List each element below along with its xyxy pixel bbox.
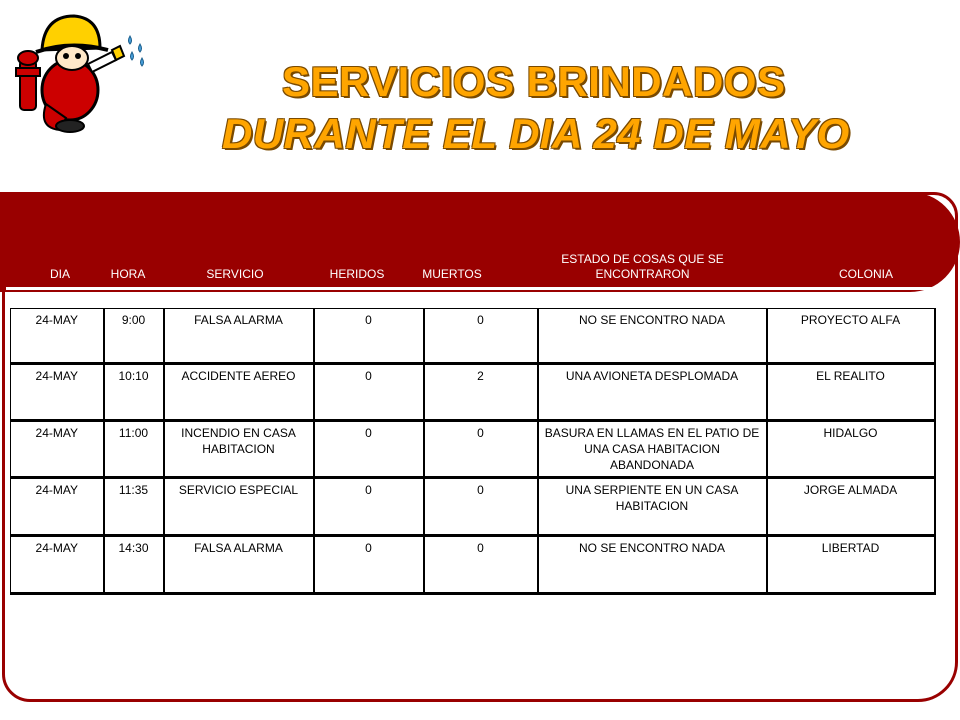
cell-heridos: 0	[314, 536, 424, 594]
cell-colonia: EL REALITO	[767, 364, 935, 421]
table-row	[11, 478, 935, 536]
table-row	[11, 536, 935, 594]
cell-dia: 24-MAY	[11, 364, 104, 421]
cell-muertos: 0	[424, 421, 538, 478]
cell-dia: 24-MAY	[11, 309, 104, 364]
services-table	[10, 308, 936, 595]
cell-muertos: 0	[424, 536, 538, 594]
cell-heridos: 0	[314, 364, 424, 421]
cell-dia: 24-MAY	[11, 536, 104, 594]
cell-colonia: LIBERTAD	[767, 536, 935, 594]
cell-estado: UNA AVIONETA DESPLOMADA	[538, 364, 767, 421]
col-header-heridos: HERIDOS	[329, 267, 385, 281]
cell-colonia: HIDALGO	[767, 421, 935, 478]
cell-servicio: FALSA ALARMA	[164, 536, 314, 594]
cell-colonia: JORGE ALMADA	[767, 478, 935, 536]
title-line-1: SERVICIOS BRINDADOS	[282, 58, 786, 105]
cell-estado: UNA SERPIENTE EN UN CASA HABITACION	[538, 478, 767, 536]
cell-heridos: 0	[314, 421, 424, 478]
cell-muertos: 0	[424, 478, 538, 536]
col-header-dia: DIA	[49, 267, 70, 281]
cell-heridos: 0	[314, 309, 424, 364]
cell-hora: 10:10	[104, 364, 164, 421]
cell-dia: 24-MAY	[11, 421, 104, 478]
cell-dia: 24-MAY	[11, 478, 104, 536]
col-header-servicio: SERVICIO	[206, 267, 264, 281]
col-header-hora: HORA	[110, 267, 146, 281]
cell-colonia: PROYECTO ALFA	[767, 309, 935, 364]
cell-servicio: SERVICIO ESPECIAL	[164, 478, 314, 536]
cell-estado: NO SE ENCONTRO NADA	[538, 536, 767, 594]
cell-hora: 14:30	[104, 536, 164, 594]
cell-hora: 9:00	[104, 309, 164, 364]
table-row	[11, 364, 935, 421]
cell-estado: BASURA EN LLAMAS EN EL PATIO DE UNA CASA HABITACION ABANDONADA	[538, 421, 767, 478]
col-header-muertos: MUERTOS	[422, 267, 482, 281]
cell-hora: 11:00	[104, 421, 164, 478]
cell-heridos: 0	[314, 478, 424, 536]
cell-muertos: 2	[424, 364, 538, 421]
cell-muertos: 0	[424, 309, 538, 364]
cell-servicio: ACCIDENTE AEREO	[164, 364, 314, 421]
table-row	[11, 421, 935, 478]
table-row	[11, 309, 935, 364]
header-divider	[6, 287, 940, 290]
title-line-2: DURANTE EL DIA 24 DE MAYO	[222, 110, 850, 157]
col-header-colonia: COLONIA	[838, 267, 893, 281]
firefighter-mascot-icon	[8, 8, 148, 138]
col-header-estado: ESTADO DE COSAS QUE SE ENCONTRARON	[561, 252, 724, 281]
cell-estado: NO SE ENCONTRO NADA	[538, 309, 767, 364]
cell-servicio: INCENDIO EN CASA HABITACION	[164, 421, 314, 478]
cell-servicio: FALSA ALARMA	[164, 309, 314, 364]
cell-hora: 11:35	[104, 478, 164, 536]
